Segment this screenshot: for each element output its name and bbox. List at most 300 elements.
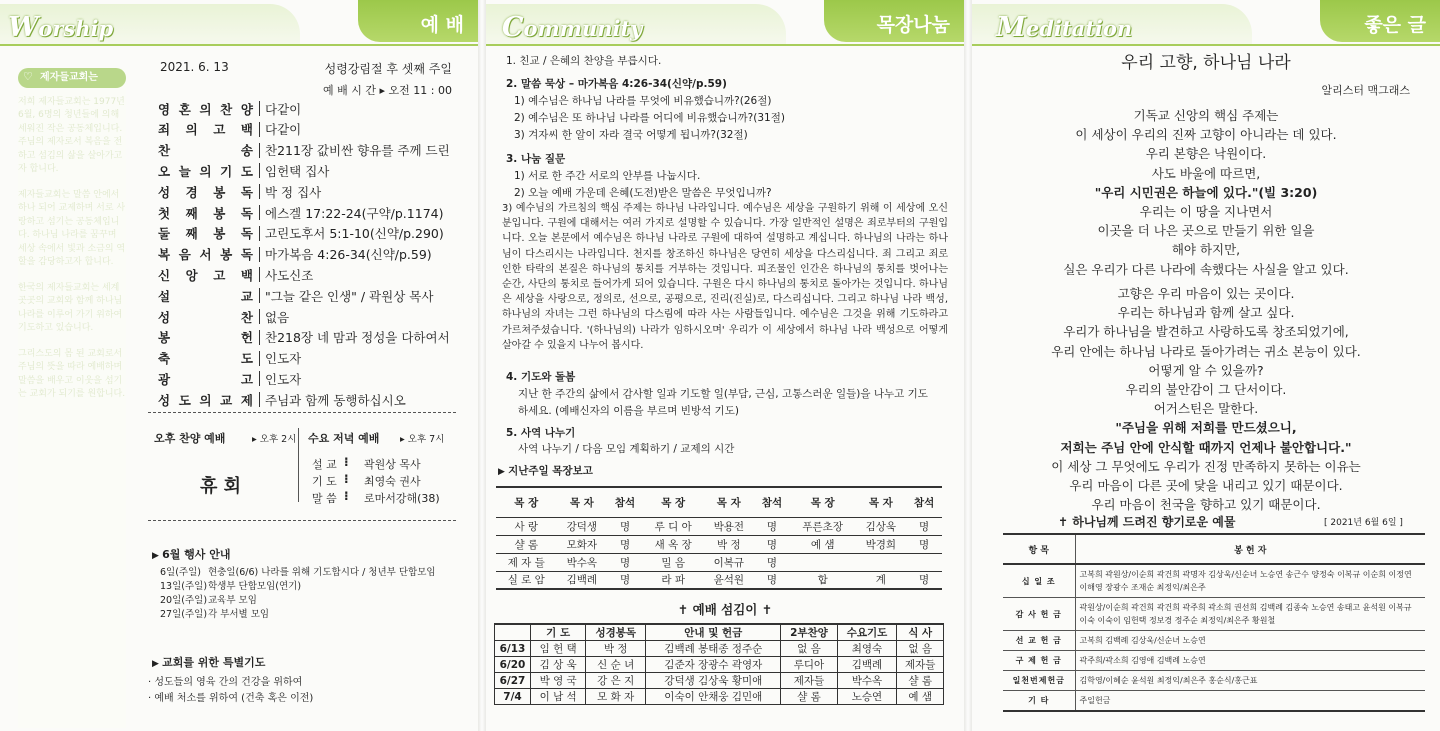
report-header: 목 장 xyxy=(496,487,557,517)
servers-cell: 제자들 xyxy=(897,657,944,673)
stanza-line: 우리가 하나님을 발견하고 사랑하도록 창조되었기에, xyxy=(1063,324,1349,340)
stanza-line: 저희는 주님 안에 안식할 때까지 언제나 불안합니다." xyxy=(1060,439,1352,455)
meditation-panel xyxy=(972,0,1440,731)
stanza-line: 고향은 우리 마음이 있는 곳이다. xyxy=(1117,286,1295,301)
order-label-char: 헌 xyxy=(240,330,255,346)
order-label xyxy=(158,247,260,262)
church-intro-sidebar xyxy=(18,68,126,728)
order-row xyxy=(158,181,458,202)
meditation-header-title: Meditation xyxy=(996,12,1133,43)
order-value: 에스겔 17:22-24(구약/p.1174) xyxy=(265,205,444,221)
event-row xyxy=(160,564,436,578)
meditation-question: 3) 겨자씨 한 알이 자라 결국 어떻게 됩니까?(32절) xyxy=(514,129,748,141)
servers-header: 2부찬양 xyxy=(781,624,837,641)
order-row xyxy=(158,348,458,369)
offering-date: [ 2021년 6월 6일 ] xyxy=(1324,518,1403,528)
stanza-line: 우리 안에는 하나님 나라로 돌아가려는 귀소 본능이 있다. xyxy=(1051,343,1361,359)
servers-cell: 박 정 xyxy=(586,641,646,657)
servers-cell: 예 샘 xyxy=(897,689,944,705)
servers-cell: 박 영 국 xyxy=(531,673,586,689)
report-cell: 사 랑 xyxy=(496,517,557,535)
order-label-char: 의 xyxy=(199,163,214,179)
worship-header-label: 예 배 xyxy=(358,0,478,42)
church-intro-title: ♡ 제자들교회는 xyxy=(18,68,126,88)
event-date: 27일(주일) xyxy=(160,609,208,620)
order-label xyxy=(158,226,260,241)
meditation-question: 2) 예수님은 또 하나님 나라를 어디에 비유했습니까?(31절) xyxy=(514,112,785,124)
stanza-line: "주님을 위해 저희를 만드셨으니, xyxy=(1115,420,1297,436)
worship-header-title: Worship xyxy=(8,12,114,43)
order-row xyxy=(158,160,458,181)
event-row xyxy=(160,606,269,620)
section-meditation-title: 2. 말씀 묵상 – 마가복음 4:26-34(신약/p.59) xyxy=(506,78,727,90)
order-label-char: 고 xyxy=(213,122,228,138)
servers-cell: 모 화 자 xyxy=(586,689,646,705)
order-label-char: 제 xyxy=(240,392,255,408)
divider xyxy=(148,412,456,413)
colon-icon: ⁝ xyxy=(344,489,349,503)
report-cell: 합 xyxy=(790,571,856,589)
meditation-header xyxy=(972,0,1440,46)
order-label-char: 독 xyxy=(240,226,255,242)
order-value: 없음 xyxy=(265,309,290,325)
report-cell: 밀 음 xyxy=(643,553,704,571)
servers-title: ✝ 예배 섬김이 ✝ xyxy=(677,602,773,617)
servers-cell: 루디아 xyxy=(781,657,837,673)
table-row xyxy=(1003,598,1425,631)
order-value: "그늘 같은 인생" / 곽원상 목사 xyxy=(265,288,434,304)
report-cell: 명 xyxy=(607,517,643,535)
report-cell: 샬 롬 xyxy=(496,535,557,553)
order-label-char: 서 xyxy=(199,247,214,263)
offering-category: 기 타 xyxy=(1003,691,1075,712)
order-label-char: 성 xyxy=(158,184,173,200)
community-header xyxy=(486,0,964,46)
servers-header xyxy=(495,624,531,641)
order-label-char: 신 xyxy=(158,267,173,283)
order-label-char: 도 xyxy=(240,351,255,367)
servers-cell: 이숙이 안채웅 김민애 xyxy=(646,689,781,705)
stanza-line: 해야 하지만, xyxy=(1171,242,1241,258)
order-label xyxy=(158,351,260,366)
church-intro-paragraph: 저희 제자들교회는 1977년 6월, 6명의 청년들에 의해 세워진 작은 공동체입니다. 주님의 제자로서 복음을 전하고 섬김의 삶을 살아가고자 합니다. xyxy=(18,96,125,174)
order-label-char: 도 xyxy=(178,392,193,408)
report-cell: 예 샘 xyxy=(790,535,856,553)
order-row xyxy=(158,285,458,306)
servers-cell: 6/20 xyxy=(495,657,531,673)
servers-cell: 최영숙 xyxy=(837,641,897,657)
table-row xyxy=(496,535,942,553)
colon-icon: ⁝ xyxy=(344,455,349,469)
report-cell: 라 파 xyxy=(643,571,704,589)
order-label xyxy=(158,392,260,407)
service-date: 2021. 6. 13 xyxy=(160,60,229,74)
stanza-line: 어떻게 알 수 있을까? xyxy=(1148,362,1264,378)
report-cell: 명 xyxy=(607,553,643,571)
order-label-char: 의 xyxy=(199,101,214,117)
order-label xyxy=(158,330,260,345)
order-label-char: 찬 xyxy=(240,309,255,325)
event-text: 학생부 단합모임(연기) xyxy=(208,581,302,592)
event-date: 13일(주일) xyxy=(160,581,208,592)
servers-table xyxy=(494,623,944,705)
sunday-title: 성령강림절 후 셋째 주일 xyxy=(324,62,452,76)
servers-cell: 신 순 녀 xyxy=(586,657,646,673)
stanza-line: 어거스틴은 말한다. xyxy=(1153,401,1259,417)
meditation-header-label: 좋은 글 xyxy=(1320,0,1440,42)
order-label-char: 복 xyxy=(158,247,173,263)
servers-cell: 샬 롬 xyxy=(781,689,837,705)
offering-category: 감 사 헌 금 xyxy=(1003,598,1075,631)
order-label-char: 도 xyxy=(240,163,255,179)
report-cell: 박수옥 xyxy=(557,553,608,571)
worship-panel xyxy=(0,0,478,731)
report-cell: 박 정 xyxy=(703,535,754,553)
table-row xyxy=(1003,564,1425,598)
order-label xyxy=(158,371,260,386)
order-row xyxy=(158,244,458,265)
report-title: ▶ 지난주일 목장보고 xyxy=(498,464,938,480)
servers-cell: 임 헌 택 xyxy=(531,641,586,657)
order-label-char: 교 xyxy=(220,392,235,408)
order-label-char: 봉 xyxy=(220,247,235,263)
church-intro-paragraph: 한국의 제자들교회는 세계 곳곳의 교회와 함께 하나님 나라를 이루어 가기 위하여 기도하고 있습니다. xyxy=(18,282,123,333)
afternoon-service-status: 휴 회 xyxy=(200,476,242,497)
report-cell: 실 로 암 xyxy=(496,571,557,589)
servers-cell: 김백례 xyxy=(837,657,897,673)
servers-cell: 노승연 xyxy=(837,689,897,705)
order-label xyxy=(158,101,260,116)
order-label xyxy=(158,288,260,303)
report-cell: 명 xyxy=(754,571,790,589)
community-panel xyxy=(486,0,964,731)
report-cell: 푸른초장 xyxy=(790,517,856,535)
order-label-char: 광 xyxy=(158,371,173,387)
order-label-char: 축 xyxy=(158,351,173,367)
order-label-char: 째 xyxy=(185,205,200,221)
order-label-char: 봉 xyxy=(213,205,228,221)
order-value: 임헌택 집사 xyxy=(265,163,330,179)
servers-header: 기 도 xyxy=(531,624,586,641)
event-date: 6일(주일) xyxy=(160,567,201,578)
order-value: 마가복음 4:26-34(신약/p.59) xyxy=(265,247,432,263)
stanza-line: 우리 마음이 다른 곳에 닻을 내리고 있기 때문이다. xyxy=(1069,478,1343,493)
community-header-title: Community xyxy=(502,12,643,43)
section-ministry-title: 5. 사역 나누기 xyxy=(506,427,576,439)
servers-cell: 7/4 xyxy=(495,689,531,705)
order-label-char: 양 xyxy=(240,101,255,117)
order-label-char: 경 xyxy=(185,184,200,200)
worship-header xyxy=(0,0,478,46)
stanza-line: 우리 마음이 천국을 향하고 있기 때문이다. xyxy=(1091,497,1321,513)
order-row xyxy=(158,327,458,348)
afternoon-service-title: 오후 찬양 예배 xyxy=(154,432,226,445)
report-header: 목 자 xyxy=(703,487,754,517)
sharing-question: 2) 오늘 예배 가운데 은혜(도전)받은 말씀은 무엇입니까? xyxy=(514,187,772,199)
offering-givers: 고복희 곽원상/이순희 곽건희 곽명자 김상욱/신순녀 노승연 송근수 양정숙 이복규 이순희 이정연 이해영 장광수 조재순 최정익/최은주 xyxy=(1075,564,1425,598)
report-cell: 명 xyxy=(906,517,942,535)
order-label-char: 성 xyxy=(158,309,173,325)
offering-category: 일천번제헌금 xyxy=(1003,671,1075,691)
servers-cell: 박수옥 xyxy=(837,673,897,689)
sharing-body: 3) 예수님의 가르침의 핵심 주제는 하나님 나라입니다. 예수님은 세상을 구원하기 위해 이 세상에 오신 분입니다. 구원에 대해서는 여러 가지로 설명할 수 있습니다. 가장 일반적인 설명은 죄로부터의 구원입니다. 오늘 본문에서 예수님은 하나님 나라로 구원에 대하여 설명하고 계십니다. 하나님의 나라는 하나님이 다스리시는 나라입니다. 천지를 창조하신 하나님은 당연히 세상을 다스리십니다. 죄 그리고 죄로 인한 타락의 본질은 하나님의 통치를 거부하는 것입니다. 피조물인 인간은 하나님의 통치를 벗어나는 순간, 사단의 통치로 들어가게 되어 있습니다. 구원은 다시 하나님의 통치로 돌아가는 것입니다. 하나님은 세상을 사랑으로, 정의로, 선으로, 공평으로, 진리(진실)로, 다스리십니다. 그리고 하나님 나라 백성, 하나님의 자녀는 그런 하나님의 다스림에 따라 사는 사람들입니다. 예수님은 그것을 위해 기도하라고 가르쳐주셨습니다. '(하나님의) 나라가 임하시오며' 우리가 이 세상에서 하나님 나라 백성으로 어떻게 살아갈 수 있을지 나누어 봅시다. xyxy=(502,203,948,351)
order-label-char: 봉 xyxy=(213,226,228,242)
offering-givers: 주일헌금 xyxy=(1075,691,1425,712)
sharing-question: 1) 서로 한 주간 서로의 안부를 나눕시다. xyxy=(514,170,701,182)
offering-header-item: 항 목 xyxy=(1003,534,1075,564)
wednesday-value: 로마서강해(38) xyxy=(364,492,440,505)
report-cell: 강덕생 xyxy=(557,517,608,535)
report-header: 목 장 xyxy=(790,487,856,517)
order-label-char: 교 xyxy=(240,288,255,304)
servers-cell: 강덕생 김상욱 황미애 xyxy=(646,673,781,689)
table-row xyxy=(495,673,944,689)
report-cell: 모화자 xyxy=(557,535,608,553)
order-label-char: 영 xyxy=(158,101,173,117)
order-value: 다같이 xyxy=(265,122,302,138)
prayer-body: 지난 한 주간의 삶에서 감사할 일과 기도할 일(부담, 근심, 고통스러운 일들)을 나누고 기도하세요. (예배신자의 이름을 부르며 빈방석 기도) xyxy=(518,388,928,417)
report-cell xyxy=(855,553,906,571)
stanza-line: 우리의 불안감이 그 단서이다. xyxy=(1125,382,1287,397)
order-value: 사도신조 xyxy=(265,267,314,283)
order-value: 찬218장 네 맘과 정성을 다하여서 xyxy=(265,330,450,346)
order-label-char: 고 xyxy=(213,267,228,283)
report-cell: 새 옥 장 xyxy=(643,535,704,553)
offering-header-givers: 봉 헌 자 xyxy=(1075,534,1425,564)
order-value: 인도자 xyxy=(265,351,302,367)
servers-cell: 없 음 xyxy=(897,641,944,657)
report-cell: 명 xyxy=(607,535,643,553)
order-value: 인도자 xyxy=(265,371,302,387)
offering-givers: 곽원상/이순희 곽건희 곽건희 곽주희 곽소희 권선희 김백례 김종숙 노승연 송태고 윤석원 이복규 이숙 이숙이 임헌택 정보경 정주순 최정익/최은주 황원철 xyxy=(1075,598,1425,631)
order-label-char: 오 xyxy=(158,163,173,179)
order-row xyxy=(158,202,458,223)
wednesday-label: 설 교 xyxy=(312,458,337,471)
order-value: 주님과 함께 동행하십시오 xyxy=(265,392,406,408)
stanza-line: 우리는 하나님과 함께 살고 싶다. xyxy=(1117,305,1295,321)
order-label-char: 독 xyxy=(240,184,255,200)
servers-header: 성경봉독 xyxy=(586,624,646,641)
section-prayer-title: 4. 기도와 돌봄 xyxy=(506,371,576,383)
report-cell: 명 xyxy=(906,535,942,553)
order-label-char: 앙 xyxy=(185,267,200,283)
servers-header: 식 사 xyxy=(897,624,944,641)
order-label-char: 의 xyxy=(199,392,214,408)
report-cell: 김백례 xyxy=(557,571,608,589)
table-row xyxy=(496,517,942,535)
order-label-char: 송 xyxy=(240,143,255,159)
order-label-char: 설 xyxy=(158,288,173,304)
event-date: 20일(주일) xyxy=(160,595,208,606)
servers-cell: 김준자 장광수 곽영자 xyxy=(646,657,781,673)
wednesday-value: 최영숙 권사 xyxy=(364,475,421,488)
order-label xyxy=(158,184,260,199)
report-cell xyxy=(906,553,942,571)
order-label-char: 둘 xyxy=(158,226,173,242)
order-row xyxy=(158,98,458,119)
report-header: 목 자 xyxy=(557,487,608,517)
section-fellowship: 1. 친교 / 은혜의 찬양을 부릅시다. xyxy=(506,55,662,67)
servers-cell: 강 은 지 xyxy=(586,673,646,689)
report-cell: 명 xyxy=(754,535,790,553)
event-row xyxy=(160,592,257,606)
community-header-label: 목장나눔 xyxy=(824,0,964,42)
table-row xyxy=(495,689,944,705)
order-label-char: 고 xyxy=(240,371,255,387)
offering-category: 십 일 조 xyxy=(1003,564,1075,598)
order-row xyxy=(158,368,458,389)
offering-category: 선 교 헌 금 xyxy=(1003,631,1075,651)
stanza-line: 이곳을 더 나은 곳으로 만들기 위한 일을 xyxy=(1097,223,1315,239)
table-row xyxy=(1003,691,1425,712)
stanza-line: 우리는 이 땅을 지나면서 xyxy=(1139,204,1273,219)
order-label xyxy=(158,309,260,324)
servers-cell: 김백례 봉태종 정주순 xyxy=(646,641,781,657)
meditation-author: 알리스터 맥그래스 xyxy=(1321,84,1410,97)
prayer-item: · 성도들의 영육 간의 건강을 위하여 xyxy=(148,677,303,688)
offering-table xyxy=(1003,533,1425,712)
colon-icon: ⁝ xyxy=(344,472,349,486)
order-row xyxy=(158,306,458,327)
order-label-char: 첫 xyxy=(158,205,173,221)
order-label-char: 독 xyxy=(240,205,255,221)
order-label xyxy=(158,205,260,220)
servers-cell: 샬 롬 xyxy=(897,673,944,689)
order-value: 고린도후서 5:1-10(신약/p.290) xyxy=(265,226,444,242)
order-label-char: 백 xyxy=(240,122,255,138)
order-label-char: 음 xyxy=(178,247,193,263)
event-text: 현충일(6/6) 나라를 위해 기도합시다 / 청년부 단합모임 xyxy=(208,567,436,578)
servers-cell: 없 음 xyxy=(781,641,837,657)
report-header: 참석 xyxy=(754,487,790,517)
report-header: 목 장 xyxy=(643,487,704,517)
offering-givers: 고복희 김백례 김상욱/신순녀 노승연 xyxy=(1075,631,1425,651)
order-label xyxy=(158,163,260,178)
table-row xyxy=(495,657,944,673)
stanza-line: 이 세상 그 무엇에도 우리가 진정 만족하지 못하는 이유는 xyxy=(1051,458,1361,474)
report-cell: 명 xyxy=(906,571,942,589)
order-label-char: 기 xyxy=(220,163,235,179)
order-row xyxy=(158,119,458,140)
table-row xyxy=(496,553,942,571)
order-label-char: 봉 xyxy=(158,330,173,346)
offering-givers: 곽주희/곽소희 김영애 김백례 노승연 xyxy=(1075,651,1425,671)
wednesday-service-title: 수요 저녁 예배 xyxy=(308,432,380,445)
order-label-char: 째 xyxy=(185,226,200,242)
order-label-char: 독 xyxy=(240,247,255,263)
table-row xyxy=(1003,631,1425,651)
event-row xyxy=(160,578,301,592)
order-label xyxy=(158,143,260,158)
meditation-title: 우리 고향, 하나님 나라 xyxy=(1121,53,1291,73)
offering-category: 구 제 헌 금 xyxy=(1003,651,1075,671)
order-row xyxy=(158,264,458,285)
offering-title: ✝ 하나님께 드려진 향기로운 예물 xyxy=(1058,515,1236,529)
servers-header: 수요기도 xyxy=(837,624,897,641)
event-text: 각 부서별 모임 xyxy=(208,609,270,620)
table-row xyxy=(1003,651,1425,671)
report-header: 참석 xyxy=(906,487,942,517)
order-label-char: 혼 xyxy=(178,101,193,117)
prayer-item: · 예배 처소를 위하여 (건축 혹은 이전) xyxy=(148,693,314,704)
section-sharing-title: 3. 나눔 질문 xyxy=(506,153,566,165)
church-intro-paragraph: 그리스도의 몸 된 교회로서 주님의 뜻을 따라 예배하며 말씀을 배우고 이웃을 섬기는 교회가 되기를 원합니다. xyxy=(18,348,126,399)
wednesday-value: 곽원상 목사 xyxy=(364,458,421,471)
report-cell: 제 자 들 xyxy=(496,553,557,571)
servers-header: 안내 및 헌금 xyxy=(646,624,781,641)
order-label-char: 찬 xyxy=(158,143,173,159)
report-cell: 박경희 xyxy=(855,535,906,553)
report-header: 참석 xyxy=(607,487,643,517)
report-cell xyxy=(790,553,856,571)
event-text: 교육부 모임 xyxy=(208,595,257,606)
report-header: 목 자 xyxy=(855,487,906,517)
order-label-char: 찬 xyxy=(220,101,235,117)
report-cell: 명 xyxy=(754,517,790,535)
ministry-body: 사역 나누기 / 다음 모임 계획하기 / 교제의 시간 xyxy=(518,443,735,455)
report-cell: 김상욱 xyxy=(855,517,906,535)
service-time: 예 배 시 간 ▸ 오전 11 : 00 xyxy=(323,84,452,97)
report-cell: 박용전 xyxy=(703,517,754,535)
meditation-question: 1) 예수님은 하나님 나라를 무엇에 비유했습니까?(26절) xyxy=(514,95,772,107)
report-cell: 윤석원 xyxy=(703,571,754,589)
servers-cell: 김 상 욱 xyxy=(531,657,586,673)
stanza-line: 우리 본향은 낙원이다. xyxy=(1145,146,1267,162)
servers-cell: 6/27 xyxy=(495,673,531,689)
order-label xyxy=(158,267,260,282)
events-title: ▶ 6월 행사 안내 xyxy=(152,546,231,562)
stanza-line: "우리 시민권은 하늘에 있다."(빌 3:20) xyxy=(1094,184,1318,200)
wednesday-service-time: ▸ 오후 7시 xyxy=(400,434,445,445)
servers-cell: 6/13 xyxy=(495,641,531,657)
order-label-char: 성 xyxy=(158,392,173,408)
report-cell: 계 xyxy=(855,571,906,589)
stanza-line: 기독교 신앙의 핵심 주제는 xyxy=(1133,108,1279,123)
table-row xyxy=(495,641,944,657)
order-label-char: 백 xyxy=(240,267,255,283)
servers-cell: 제자들 xyxy=(781,673,837,689)
wednesday-label: 기 도 xyxy=(312,475,337,488)
report-cell: 명 xyxy=(607,571,643,589)
order-label xyxy=(158,122,260,137)
prayer-title: ▶ 교회를 위한 특별기도 xyxy=(152,654,265,670)
stanza-line: 이 세상이 우리의 진짜 고향이 아니라는 데 있다. xyxy=(1075,127,1337,143)
order-row xyxy=(158,140,458,161)
report-cell: 루 디 아 xyxy=(643,517,704,535)
order-value: 다같이 xyxy=(265,101,302,117)
table-row xyxy=(496,571,942,589)
church-intro-paragraph: 제자들교회는 말씀 안에서 하나 되어 교제하며 서로 사랑하고 섬기는 공동체입니다. 하나님 나라를 꿈꾸며 세상 속에서 빛과 소금의 역할을 감당하고자 합니다. xyxy=(18,189,126,267)
servers-cell: 이 남 석 xyxy=(531,689,586,705)
order-label-char: 죄 xyxy=(158,122,173,138)
offering-givers: 김학영/이혜순 윤석원 최정익/최은주 홍순식/홍근표 xyxy=(1075,671,1425,691)
group-report-table xyxy=(496,486,942,590)
stanza-line: 실은 우리가 다른 나라에 속했다는 사실을 알고 있다. xyxy=(1063,261,1349,277)
afternoon-service-time: ▸ 오후 2시 xyxy=(252,434,297,445)
report-cell: 이복규 xyxy=(703,553,754,571)
wednesday-label: 말 씀 xyxy=(312,492,337,505)
order-label-char: 봉 xyxy=(213,184,228,200)
order-row xyxy=(158,389,458,410)
order-value: 박 정 집사 xyxy=(265,184,322,200)
divider xyxy=(148,520,456,521)
order-label-char: 의 xyxy=(185,122,200,138)
report-cell: 명 xyxy=(754,553,790,571)
order-row xyxy=(158,223,458,244)
table-row xyxy=(1003,671,1425,691)
order-value: 찬211장 값비싼 향유를 주께 드린 xyxy=(265,143,450,159)
order-label-char: 늘 xyxy=(178,163,193,179)
